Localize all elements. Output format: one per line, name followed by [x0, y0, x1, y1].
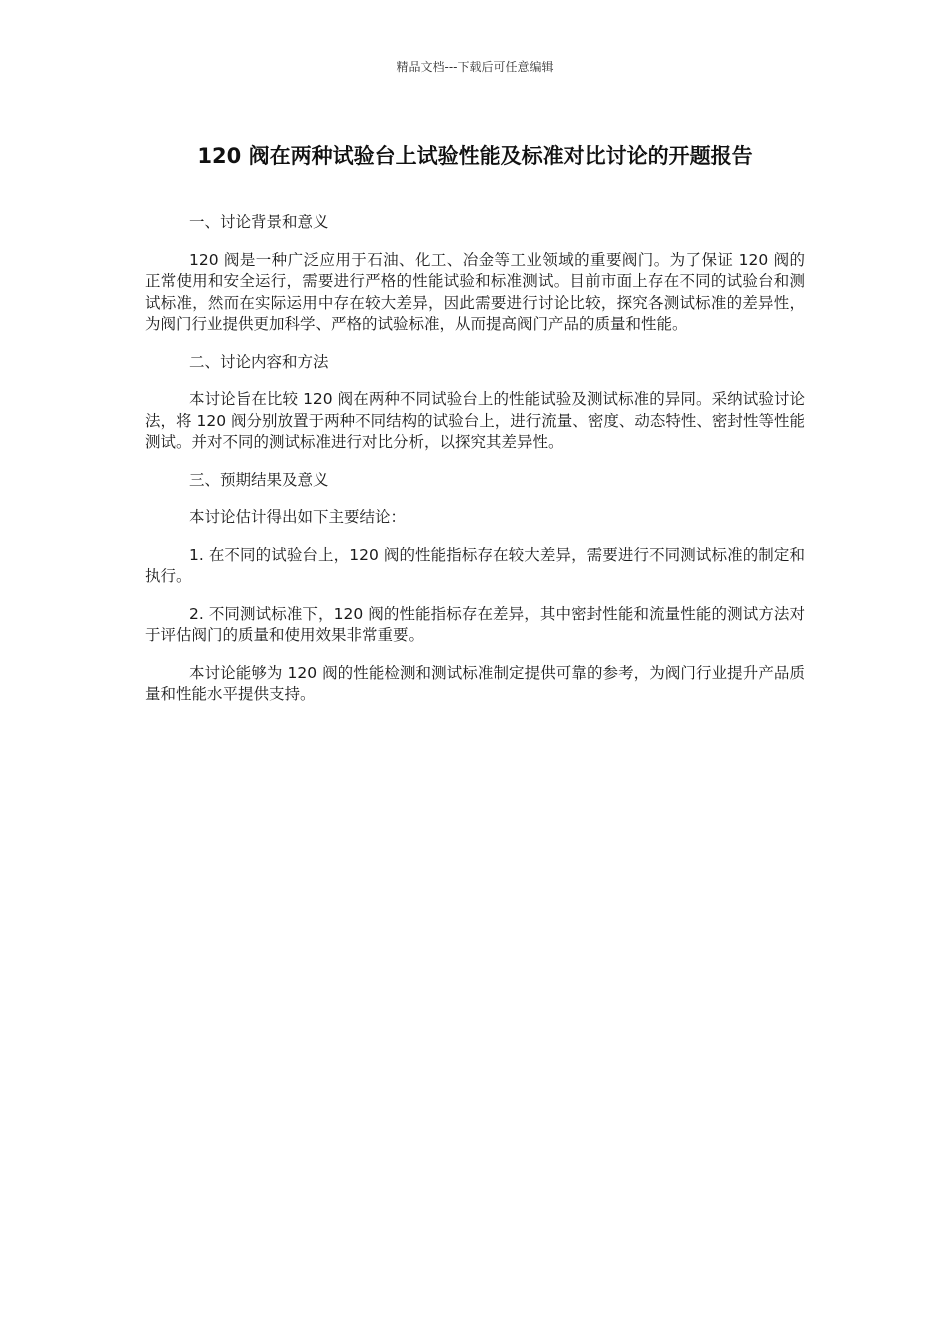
section-heading-content-method: 二、讨论内容和方法: [189, 352, 329, 371]
paragraph-background: 120 阀是一种广泛应用于石油、化工、冶金等工业领域的重要阀门。为了保证 120 阀的正常使用和安全运行，需要进行严格的性能试验和标准测试。目前市面上存在不同的试验台和测试标准，然而在实际运用中存在较大差异，因此需要进行讨论比较，探究各测试标准的差异性，为阀门行业提供更加科学、严格的试验标准，从而提高阀门产品的质量和性能。: [145, 250, 805, 333]
paragraph-content-method: 本讨论旨在比较 120 阀在两种不同试验台上的性能试验及测试标准的异同。采纳试验讨论法，将 120 阀分别放置于两种不同结构的试验台上，进行流量、密度、动态特性、密封性等性能测试。并对不同的测试标准进行对比分析，以探究其差异性。: [145, 390, 805, 451]
section-heading-background: 一、讨论背景和意义: [189, 213, 329, 231]
paragraph-conclusion-intro: 本讨论估计得出如下主要结论：: [189, 508, 407, 526]
document-body: [145, 212, 805, 722]
document-title: 120 阀在两种试验台上试验性能及标准对比讨论的开题报告: [197, 144, 753, 168]
section-heading-expected-results: 三、预期结果及意义: [189, 470, 329, 489]
header-note: 精品文档---下载后可任意编辑: [396, 60, 554, 74]
list-item-conclusion-1: 1. 在不同的试验台上，120 阀的性能指标存在较大差异，需要进行不同测试标准的制定和执行。: [145, 545, 805, 585]
paragraph-significance: 本讨论能够为 120 阀的性能检测和测试标准制定提供可靠的参考，为阀门行业提升产品质量和性能水平提供支持。: [145, 663, 805, 703]
list-item-conclusion-2: 2. 不同测试标准下，120 阀的性能指标存在差异，其中密封性能和流量性能的测试方法对于评估阀门的质量和使用效果非常重要。: [145, 604, 805, 644]
